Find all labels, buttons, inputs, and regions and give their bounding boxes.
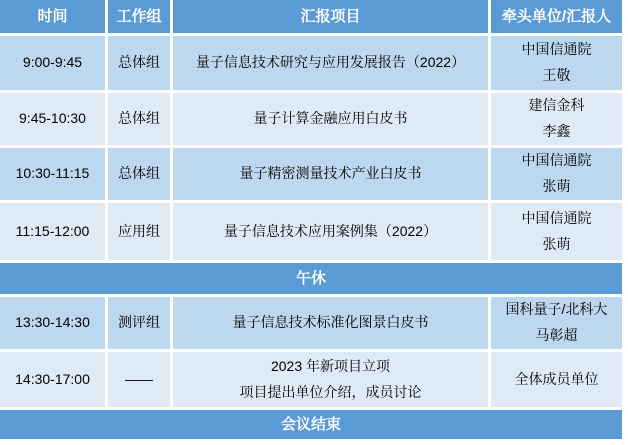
project-cell: 量子计算金融应用白皮书 xyxy=(173,93,488,145)
group-cell: 总体组 xyxy=(108,36,170,90)
meeting-end-banner: 会议结束 xyxy=(0,410,622,439)
project-line-1: 2023 年新项目立项 xyxy=(270,357,391,374)
lead-person: 马彰超 xyxy=(535,327,578,343)
lead-cell xyxy=(491,148,622,200)
lead-unit: 全体成员单位 xyxy=(514,370,599,387)
lead-person: 张萌 xyxy=(542,178,571,194)
time-cell: 9:00-9:45 xyxy=(0,36,105,90)
lead-cell xyxy=(491,36,622,90)
time-cell: 14:30-17:00 xyxy=(0,352,105,407)
lunch-break-banner: 午休 xyxy=(0,263,622,294)
col-header-lead: 牵头单位/汇报人 xyxy=(491,0,622,33)
lead-cell xyxy=(491,203,622,260)
project-cell: 量子信息技术研究与应用发展报告（2022） xyxy=(173,36,488,90)
lead-unit: 建信金科 xyxy=(528,97,585,114)
lead-person: 张萌 xyxy=(542,235,571,252)
lead-person: 王敬 xyxy=(542,67,571,83)
lead-cell xyxy=(491,352,622,407)
lead-cell xyxy=(491,93,622,145)
project-cell xyxy=(173,352,488,407)
group-cell: 总体组 xyxy=(108,148,170,200)
group-cell: —— xyxy=(108,352,170,407)
time-cell: 11:15-12:00 xyxy=(0,203,105,260)
group-cell: 应用组 xyxy=(108,203,170,260)
lead-unit: 中国信通院 xyxy=(521,152,592,169)
lead-unit: 国科量子/北科大 xyxy=(505,301,608,318)
col-header-time: 时间 xyxy=(0,0,105,33)
time-cell: 9:45-10:30 xyxy=(0,93,105,145)
col-header-project: 汇报项目 xyxy=(173,0,488,33)
col-header-group: 工作组 xyxy=(108,0,170,33)
time-cell: 10:30-11:15 xyxy=(0,148,105,200)
lead-unit: 中国信通院 xyxy=(521,209,592,226)
time-cell: 13:30-14:30 xyxy=(0,297,105,349)
lead-cell xyxy=(491,297,622,349)
group-cell: 总体组 xyxy=(108,93,170,145)
lead-unit: 中国信通院 xyxy=(521,41,592,58)
lead-person: 李鑫 xyxy=(542,123,571,139)
project-cell: 量子精密测量技术产业白皮书 xyxy=(173,148,488,200)
group-cell: 测评组 xyxy=(108,297,170,349)
project-cell: 量子信息技术标准化图景白皮书 xyxy=(173,297,488,349)
project-cell: 量子信息技术应用案例集（2022） xyxy=(173,203,488,260)
project-line-2: 项目提出单位介绍，成员讨论 xyxy=(239,383,422,400)
